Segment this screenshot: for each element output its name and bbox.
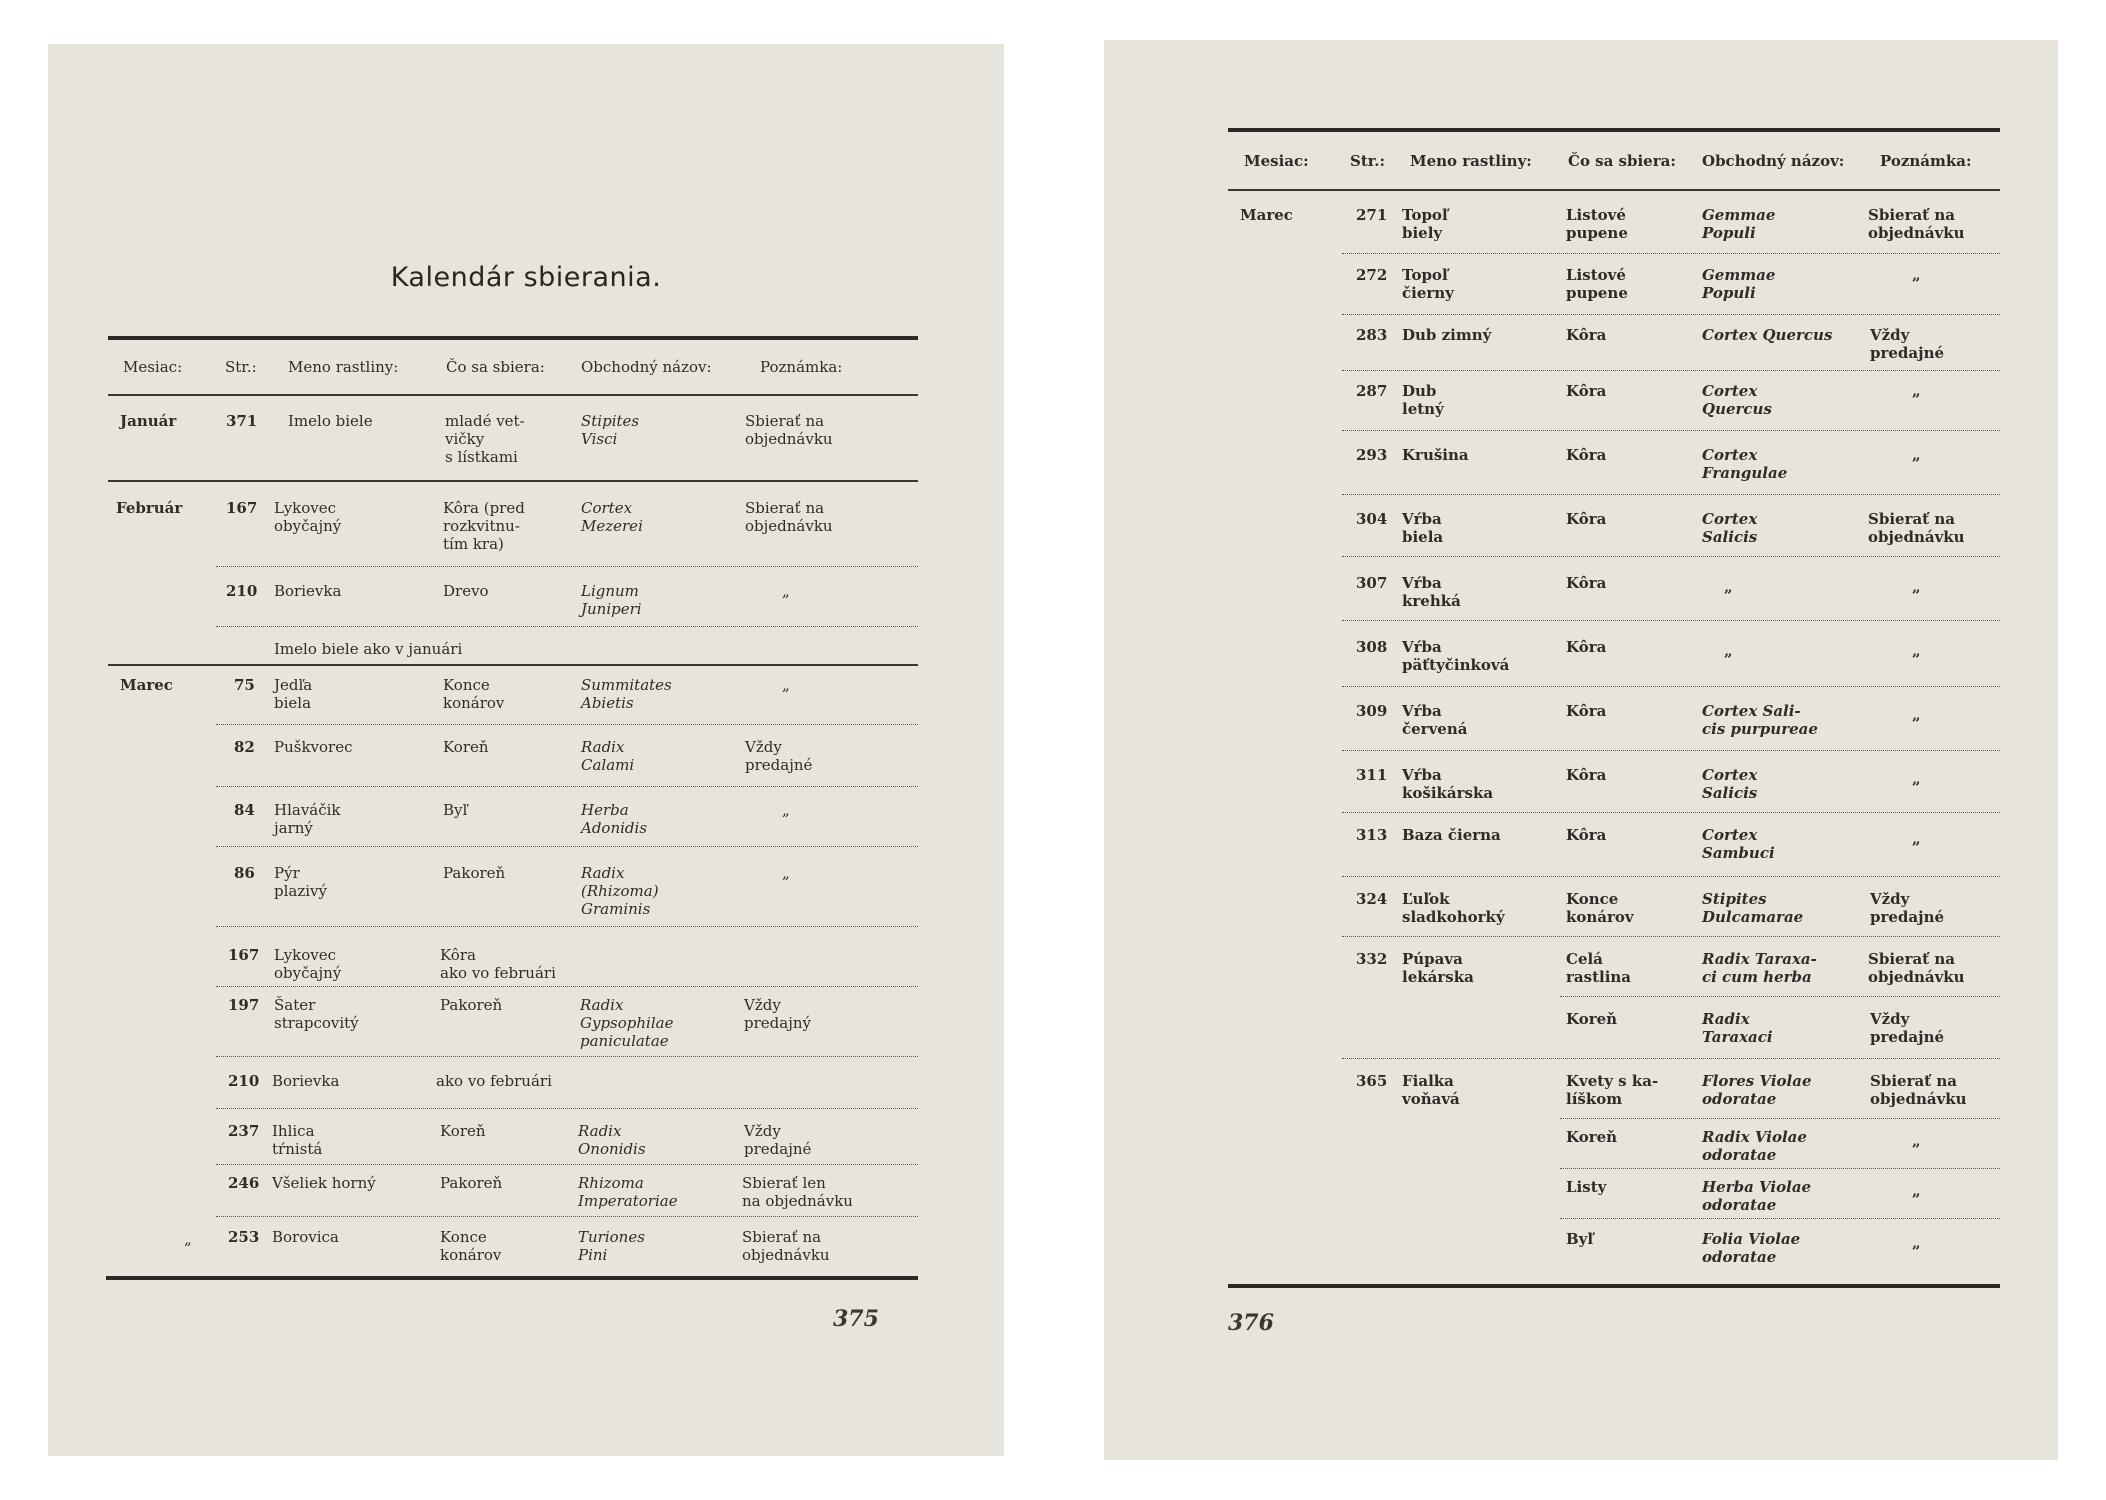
collected-part: Kôra (pred rozkvitnu- tím kra) <box>443 499 525 553</box>
collected-part: Byľ <box>1566 1230 1594 1248</box>
page-ref: 311 <box>1356 766 1388 784</box>
trade-name: Folia Violae odoratae <box>1702 1230 1801 1266</box>
page-ref: 167 <box>228 946 260 964</box>
trade-name: Turiones Pini <box>578 1228 645 1264</box>
page-ref: 293 <box>1356 446 1388 464</box>
collected-part: Kôra <box>1566 702 1607 720</box>
collected-part: Pakoreň <box>443 864 506 882</box>
row-divider <box>1342 812 2000 813</box>
plant-name: Ihlica tŕnistá <box>272 1122 323 1158</box>
row-divider <box>1560 1218 2000 1219</box>
collected-part: Kôra <box>1566 326 1607 344</box>
row-divider <box>1342 620 2000 621</box>
page-ref: 371 <box>226 412 258 430</box>
page-ref: 197 <box>228 996 260 1014</box>
page-ref: 332 <box>1356 950 1388 968</box>
trade-name: Herba Violae odoratae <box>1702 1178 1812 1214</box>
plant-name: Vŕba päťtyčinková <box>1402 638 1510 674</box>
table-top-rule <box>1228 128 2000 132</box>
ditto-note: „ <box>782 864 790 882</box>
plant-name: Borovica <box>272 1228 339 1246</box>
collected-part: Koreň <box>440 1122 486 1140</box>
plant-name: Vŕba krehká <box>1402 574 1461 610</box>
trade-name: Radix Calami <box>581 738 635 774</box>
table-bottom-rule <box>106 1276 918 1280</box>
page-number: 375 <box>833 1306 879 1332</box>
ditto-note: „ <box>782 801 790 819</box>
page-number: 376 <box>1228 1310 1274 1336</box>
row-divider <box>1560 996 2000 997</box>
row-divider <box>216 1216 918 1217</box>
plant-name: Dub letný <box>1402 382 1444 418</box>
collected-part: mladé vet- vičky s lístkami <box>445 412 525 466</box>
page-ref: 308 <box>1356 638 1388 656</box>
header-trade-name: Obchodný názov: <box>1702 152 1845 170</box>
cross-reference-note: Imelo biele ako v januári <box>274 640 463 658</box>
note: Vždy predajné <box>744 1122 812 1158</box>
collected-part: Pakoreň <box>440 996 503 1014</box>
left-page <box>48 44 1004 1456</box>
ditto-note: „ <box>1912 578 1921 596</box>
ditto-note: „ <box>1912 706 1921 724</box>
note: Sbierať na objednávku <box>1868 206 1965 242</box>
ditto-note: „ <box>1912 1182 1921 1200</box>
trade-name: Cortex Sambuci <box>1702 826 1775 862</box>
collected-part: Kôra <box>1566 826 1607 844</box>
header-note: Poznámka: <box>1880 152 1972 170</box>
collected-part: Kôra <box>1566 638 1607 656</box>
page-ref: 210 <box>228 1072 260 1090</box>
page-ref: 309 <box>1356 702 1388 720</box>
row-divider <box>216 566 918 567</box>
plant-name: Borievka <box>272 1072 340 1090</box>
plant-name: Dub zimný <box>1402 326 1492 344</box>
header-note: Poznámka: <box>760 358 843 376</box>
trade-name: Stipites Visci <box>581 412 640 448</box>
trade-name: Radix Ononidis <box>578 1122 646 1158</box>
plant-name: Všeliek horný <box>272 1174 376 1192</box>
header-rule <box>1228 189 2000 191</box>
note: Vždy predajné <box>745 738 813 774</box>
page-ref: 237 <box>228 1122 260 1140</box>
plant-name: Púpava lekárska <box>1402 950 1474 986</box>
page-ref: 86 <box>234 864 255 882</box>
month-label: Február <box>116 499 183 517</box>
collected-part: Koreň <box>1566 1128 1618 1146</box>
collected-part: Kôra ako vo februári <box>440 946 556 982</box>
header-page: Str.: <box>225 358 257 376</box>
page-ref: 167 <box>226 499 258 517</box>
plant-name: Imelo biele <box>288 412 373 430</box>
ditto-month: „ <box>184 1230 192 1248</box>
plant-name: Vŕba košikárska <box>1402 766 1494 802</box>
page-ref: 210 <box>226 582 258 600</box>
collected-part: Drevo <box>443 582 489 600</box>
row-divider <box>216 724 918 725</box>
plant-name: Hlaváčik jarný <box>274 801 341 837</box>
page-ref: 75 <box>234 676 255 694</box>
collected-part: Koreň <box>443 738 489 756</box>
trade-name: Cortex Sali- cis purpureae <box>1702 702 1818 738</box>
plant-name: Lykovec obyčajný <box>274 946 342 982</box>
collected-part: Byľ <box>443 801 468 819</box>
collected-part: Kôra <box>1566 766 1607 784</box>
trade-name: Cortex Salicis <box>1702 510 1758 546</box>
page-ref: 304 <box>1356 510 1388 528</box>
header-plant-name: Meno rastliny: <box>288 358 399 376</box>
note: Sbierať na objednávku <box>742 1228 830 1264</box>
collected-part: Kôra <box>1566 510 1607 528</box>
plant-name: Puškvorec <box>274 738 353 756</box>
collected-part: Celá rastlina <box>1566 950 1632 986</box>
trade-name: Gemmae Populi <box>1702 266 1776 302</box>
collected-part: ako vo februári <box>436 1072 552 1090</box>
page-ref: 313 <box>1356 826 1388 844</box>
right-page <box>1104 40 2058 1460</box>
month-label: Marec <box>1240 206 1293 224</box>
note: Vždy predajné <box>1870 1010 1945 1046</box>
row-divider <box>216 1056 918 1057</box>
page-ref: 307 <box>1356 574 1388 592</box>
ditto-note: „ <box>1912 770 1921 788</box>
note: Sbierať na objednávku <box>1868 950 1965 986</box>
month-label: Január <box>120 412 177 430</box>
note: Sbierať len na objednávku <box>742 1174 853 1210</box>
trade-name: Radix Taraxaci <box>1702 1010 1773 1046</box>
note: Sbierať na objednávku <box>745 412 833 448</box>
trade-name: Rhizoma Imperatoriae <box>578 1174 678 1210</box>
note: Vždy predajné <box>1870 890 1945 926</box>
ditto-note: „ <box>1912 1234 1921 1252</box>
page-ref: 272 <box>1356 266 1388 284</box>
row-divider <box>216 846 918 847</box>
ditto-note: „ <box>1912 266 1921 284</box>
page-ref: 365 <box>1356 1072 1388 1090</box>
ditto-trade-name: „ <box>1724 642 1733 660</box>
collected-part: Listové pupene <box>1566 266 1628 302</box>
trade-name: Gemmae Populi <box>1702 206 1776 242</box>
page-ref: 84 <box>234 801 255 819</box>
trade-name: Cortex Frangulae <box>1702 446 1788 482</box>
plant-name: Jedľa biela <box>274 676 313 712</box>
trade-name: Cortex Mezerei <box>581 499 643 535</box>
page-ref: 287 <box>1356 382 1388 400</box>
trade-name: Summitates Abietis <box>581 676 672 712</box>
month-divider <box>108 664 918 666</box>
row-divider <box>1342 686 2000 687</box>
plant-name: Krušina <box>1402 446 1469 464</box>
table-top-rule <box>108 336 918 340</box>
plant-name: Vŕba červená <box>1402 702 1468 738</box>
ditto-note: „ <box>1912 1132 1921 1150</box>
header-trade-name: Obchodný názov: <box>581 358 712 376</box>
collected-part: Kôra <box>1566 574 1607 592</box>
trade-name: Flores Violae odoratae <box>1702 1072 1812 1108</box>
ditto-note: „ <box>1912 642 1921 660</box>
header-plant-name: Meno rastliny: <box>1410 152 1532 170</box>
collected-part: Kôra <box>1566 382 1607 400</box>
row-divider <box>1342 556 2000 557</box>
row-divider <box>1342 494 2000 495</box>
page-title: Kalendár sbierania. <box>390 262 662 293</box>
row-divider <box>216 786 918 787</box>
ditto-note: „ <box>1912 830 1921 848</box>
plant-name: Šater strapcovitý <box>274 996 359 1032</box>
row-divider <box>216 1108 918 1109</box>
header-month: Mesiac: <box>123 358 183 376</box>
collected-part: Kôra <box>1566 446 1607 464</box>
plant-name: Pýr plazivý <box>274 864 327 900</box>
header-collected-part: Čo sa sbiera: <box>1568 152 1676 170</box>
page-ref: 253 <box>228 1228 260 1246</box>
collected-part: Listy <box>1566 1178 1607 1196</box>
row-divider <box>216 986 918 987</box>
row-divider <box>216 626 918 627</box>
month-divider <box>108 480 918 482</box>
ditto-note: „ <box>1912 446 1921 464</box>
page-ref: 246 <box>228 1174 260 1192</box>
row-divider <box>216 1164 918 1165</box>
row-divider <box>1342 370 2000 371</box>
note: Sbierať na objednávku <box>745 499 833 535</box>
collected-part: Pakoreň <box>440 1174 503 1192</box>
row-divider <box>1342 1058 2000 1059</box>
collected-part: Konce konárov <box>440 1228 502 1264</box>
ditto-note: „ <box>782 676 790 694</box>
collected-part: Kvety s ka- líškom <box>1566 1072 1659 1108</box>
plant-name: Lykovec obyčajný <box>274 499 342 535</box>
row-divider <box>1342 750 2000 751</box>
trade-name: Radix Gypsophilae paniculatae <box>580 996 674 1050</box>
trade-name: Stipites Dulcamarae <box>1702 890 1804 926</box>
table-bottom-rule <box>1228 1284 2000 1288</box>
note: Vždy predajné <box>1870 326 1945 362</box>
trade-name: Cortex Salicis <box>1702 766 1758 802</box>
row-divider <box>1560 1168 2000 1169</box>
trade-name: Cortex Quercus <box>1702 326 1833 344</box>
row-divider <box>1342 430 2000 431</box>
note: Sbierať na objednávku <box>1868 510 1965 546</box>
ditto-note: „ <box>782 582 790 600</box>
row-divider <box>1342 253 2000 254</box>
row-divider <box>1560 1118 2000 1119</box>
row-divider <box>1342 876 2000 877</box>
header-collected-part: Čo sa sbiera: <box>446 358 545 376</box>
collected-part: Konce konárov <box>1566 890 1634 926</box>
collected-part: Koreň <box>1566 1010 1618 1028</box>
plant-name: Topoľ čierny <box>1402 266 1454 302</box>
page-ref: 271 <box>1356 206 1388 224</box>
note: Sbierať na objednávku <box>1870 1072 1967 1108</box>
trade-name: Herba Adonidis <box>581 801 648 837</box>
plant-name: Borievka <box>274 582 342 600</box>
page-ref: 324 <box>1356 890 1388 908</box>
row-divider <box>1342 314 2000 315</box>
header-rule <box>108 394 918 396</box>
row-divider <box>1342 936 2000 937</box>
page-ref: 283 <box>1356 326 1388 344</box>
trade-name: Radix (Rhizoma) Graminis <box>581 864 659 918</box>
collected-part: Listové pupene <box>1566 206 1628 242</box>
collected-part: Konce konárov <box>443 676 505 712</box>
trade-name: Radix Taraxa- ci cum herba <box>1702 950 1817 986</box>
plant-name: Vŕba biela <box>1402 510 1444 546</box>
header-page: Str.: <box>1350 152 1386 170</box>
header-month: Mesiac: <box>1244 152 1309 170</box>
trade-name: Radix Violae odoratae <box>1702 1128 1807 1164</box>
ditto-trade-name: „ <box>1724 578 1733 596</box>
plant-name: Ľuľok sladkohorký <box>1402 890 1505 926</box>
note: Vždy predajný <box>744 996 811 1032</box>
trade-name: Lignum Juniperi <box>581 582 642 618</box>
page-ref: 82 <box>234 738 255 756</box>
plant-name: Fialka voňavá <box>1402 1072 1460 1108</box>
plant-name: Baza čierna <box>1402 826 1501 844</box>
plant-name: Topoľ biely <box>1402 206 1448 242</box>
ditto-note: „ <box>1912 382 1921 400</box>
trade-name: Cortex Quercus <box>1702 382 1772 418</box>
row-divider <box>216 926 918 927</box>
month-label: Marec <box>120 676 173 694</box>
